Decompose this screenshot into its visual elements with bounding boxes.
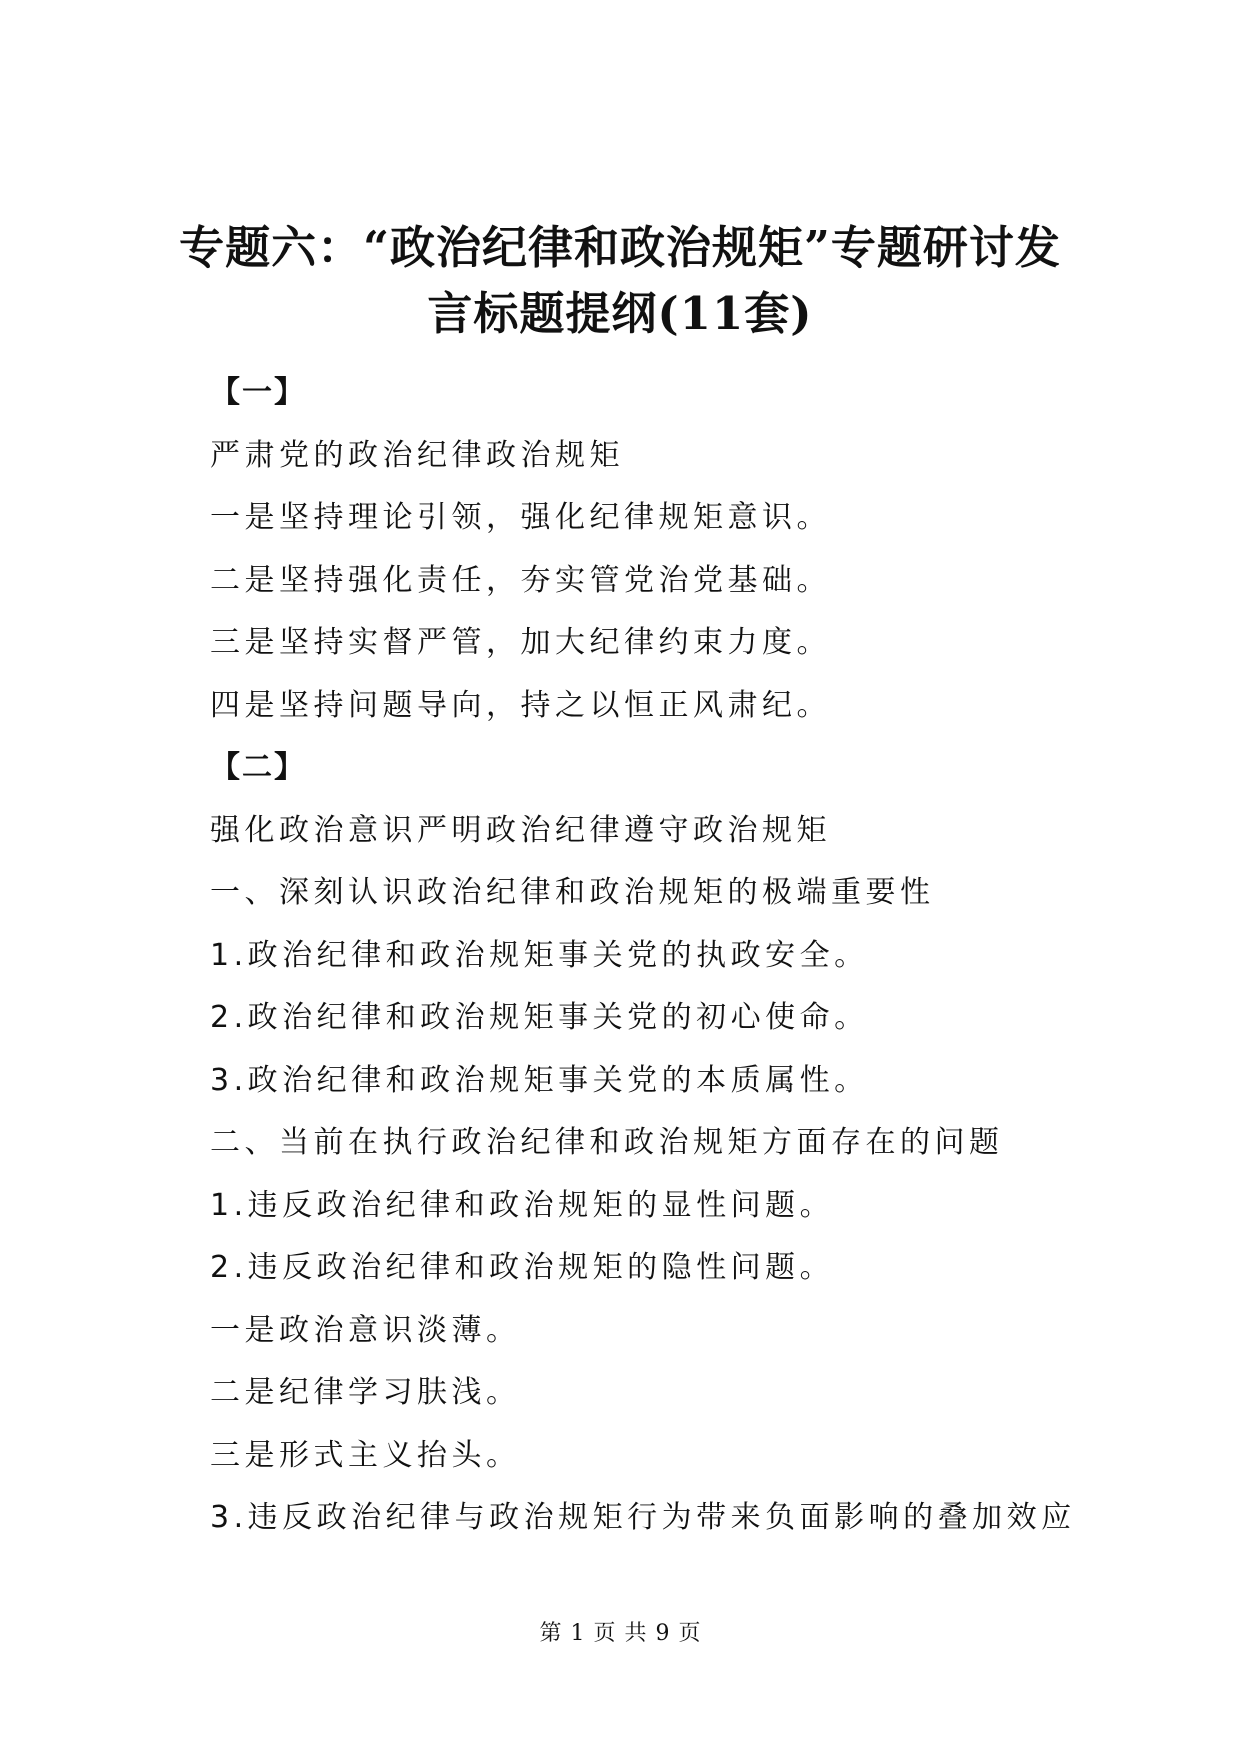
- body-line: 三是形式主义抬头。: [210, 1437, 521, 1473]
- document-title-line-1: 专题六：“政治纪律和政治规矩”专题研讨发: [179, 221, 1061, 274]
- body-line: 严肃党的政治纪律政治规矩: [210, 437, 624, 473]
- body-line: 四是坚持问题导向，持之以恒正风肃纪。: [210, 687, 831, 723]
- body-line: 2.违反政治纪律和政治规矩的隐性问题。: [210, 1250, 835, 1285]
- document-body: [210, 362, 1110, 1550]
- section-heading: 【二】: [210, 750, 306, 785]
- body-line: 强化政治意识严明政治纪律遵守政治规矩: [210, 812, 831, 848]
- body-line: 一、深刻认识政治纪律和政治规矩的极端重要性: [210, 875, 935, 910]
- body-line: 2.政治纪律和政治规矩事关党的初心使命。: [210, 1000, 869, 1035]
- document-title-line-2: 言标题提纲(11套): [427, 287, 813, 340]
- page-footer: 第 1 页 共 9 页: [539, 1621, 702, 1646]
- section-heading: 【一】: [210, 375, 306, 410]
- body-line: 3.政治纪律和政治规矩事关党的本质属性。: [210, 1062, 869, 1098]
- body-line: 1.违反政治纪律和政治规矩的显性问题。: [210, 1187, 835, 1223]
- body-line: 二是坚持强化责任，夯实管党治党基础。: [210, 562, 831, 598]
- document-title: [150, 215, 1090, 347]
- body-line: 二是纪律学习肤浅。: [210, 1375, 521, 1410]
- body-line: 1.政治纪律和政治规矩事关党的执政安全。: [210, 937, 869, 973]
- body-line: 二、当前在执行政治纪律和政治规矩方面存在的问题: [210, 1125, 1004, 1160]
- body-line: 3.违反政治纪律与政治规矩行为带来负面影响的叠加效应: [210, 1500, 1076, 1535]
- body-line: 一是坚持理论引领，强化纪律规矩意识。: [210, 500, 831, 535]
- body-line: 一是政治意识淡薄。: [210, 1312, 521, 1348]
- body-line: 三是坚持实督严管，加大纪律约束力度。: [210, 625, 831, 660]
